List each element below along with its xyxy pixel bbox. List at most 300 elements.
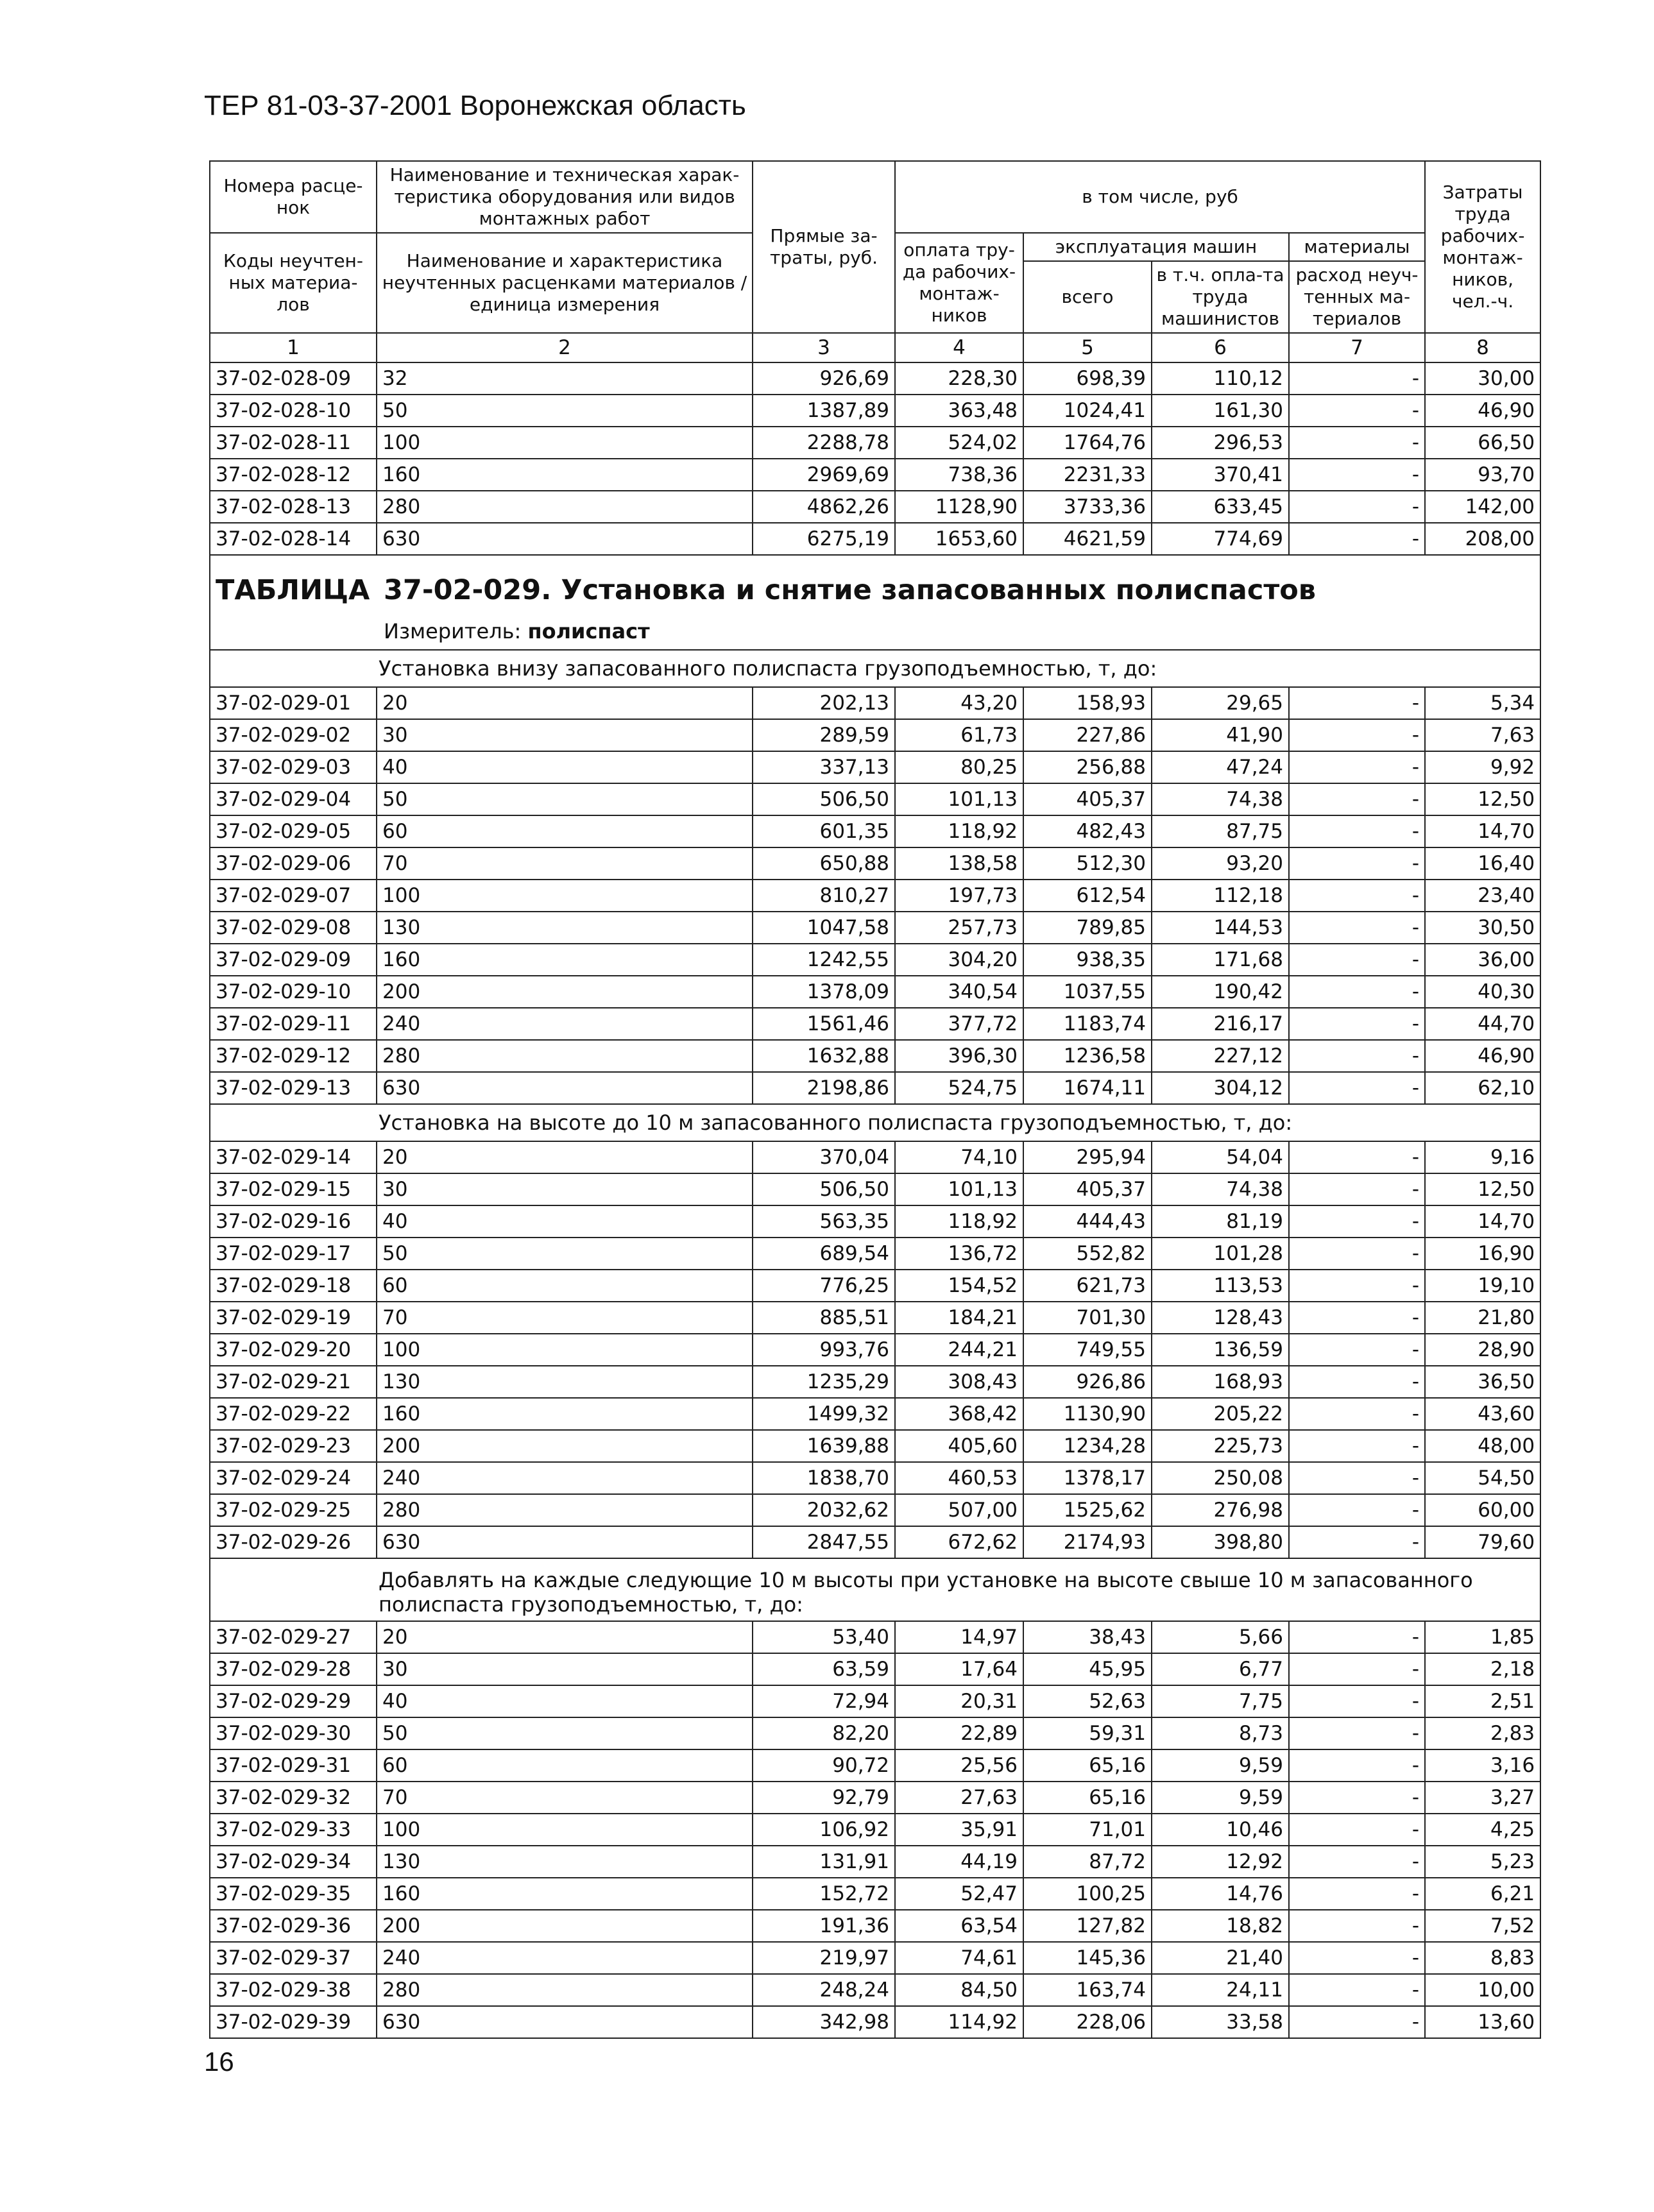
rate-code-cell: 37-02-029-35 bbox=[210, 1878, 377, 1910]
labor-hours-cell: 14,70 bbox=[1425, 815, 1540, 847]
machine-total-cell: 1764,76 bbox=[1023, 427, 1152, 459]
worker-pay-cell: 101,13 bbox=[895, 783, 1023, 815]
machine-total-cell: 405,37 bbox=[1023, 1173, 1152, 1205]
machine-total-cell: 552,82 bbox=[1023, 1238, 1152, 1270]
column-number: 1 bbox=[210, 333, 377, 362]
direct-costs-cell: 248,24 bbox=[753, 1974, 895, 2006]
material-consumption-cell: - bbox=[1289, 1040, 1425, 1072]
labor-hours-cell: 7,52 bbox=[1425, 1910, 1540, 1942]
capacity-cell: 160 bbox=[377, 459, 753, 491]
direct-costs-cell: 106,92 bbox=[753, 1814, 895, 1846]
worker-pay-cell: 84,50 bbox=[895, 1974, 1023, 2006]
rate-code-cell: 37-02-029-36 bbox=[210, 1910, 377, 1942]
machinist-pay-cell: 24,11 bbox=[1152, 1974, 1289, 2006]
direct-costs-cell: 289,59 bbox=[753, 719, 895, 751]
labor-hours-cell: 12,50 bbox=[1425, 1173, 1540, 1205]
machinist-pay-cell: 18,82 bbox=[1152, 1910, 1289, 1942]
worker-pay-cell: 118,92 bbox=[895, 1205, 1023, 1238]
document-title: ТЕР 81-03-37-2001 Воронежская область bbox=[204, 90, 746, 121]
labor-hours-cell: 60,00 bbox=[1425, 1494, 1540, 1526]
material-consumption-cell: - bbox=[1289, 1653, 1425, 1685]
worker-pay-cell: 507,00 bbox=[895, 1494, 1023, 1526]
column-number: 6 bbox=[1152, 333, 1289, 362]
material-consumption-cell: - bbox=[1289, 1334, 1425, 1366]
machine-total-cell: 2174,93 bbox=[1023, 1526, 1152, 1558]
capacity-cell: 160 bbox=[377, 1398, 753, 1430]
labor-hours-cell: 7,63 bbox=[1425, 719, 1540, 751]
table-row bbox=[210, 491, 1540, 523]
capacity-cell: 50 bbox=[377, 1717, 753, 1749]
capacity-cell: 60 bbox=[377, 1270, 753, 1302]
table-row bbox=[210, 847, 1540, 880]
table-row bbox=[210, 1814, 1540, 1846]
material-consumption-cell: - bbox=[1289, 1462, 1425, 1494]
machinist-pay-cell: 190,42 bbox=[1152, 976, 1289, 1008]
worker-pay-cell: 308,43 bbox=[895, 1366, 1023, 1398]
rate-code-cell: 37-02-029-01 bbox=[210, 687, 377, 719]
machine-total-cell: 1024,41 bbox=[1023, 395, 1152, 427]
material-consumption-cell: - bbox=[1289, 1782, 1425, 1814]
machine-total-cell: 256,88 bbox=[1023, 751, 1152, 783]
direct-costs-cell: 90,72 bbox=[753, 1749, 895, 1782]
worker-pay-cell: 738,36 bbox=[895, 459, 1023, 491]
material-consumption-cell: - bbox=[1289, 1141, 1425, 1173]
table-title bbox=[210, 555, 1540, 613]
worker-pay-cell: 197,73 bbox=[895, 880, 1023, 912]
table-row bbox=[210, 815, 1540, 847]
material-consumption-cell: - bbox=[1289, 491, 1425, 523]
table-row bbox=[210, 1430, 1540, 1462]
capacity-cell: 280 bbox=[377, 1494, 753, 1526]
material-consumption-cell: - bbox=[1289, 459, 1425, 491]
worker-pay-cell: 74,10 bbox=[895, 1141, 1023, 1173]
direct-costs-cell: 1838,70 bbox=[753, 1462, 895, 1494]
header-material-consumption: расход неуч-тенных ма-териалов bbox=[1289, 261, 1425, 333]
capacity-cell: 70 bbox=[377, 847, 753, 880]
machine-total-cell: 163,74 bbox=[1023, 1974, 1152, 2006]
direct-costs-cell: 810,27 bbox=[753, 880, 895, 912]
rate-code-cell: 37-02-029-13 bbox=[210, 1072, 377, 1104]
rate-code-cell: 37-02-029-39 bbox=[210, 2006, 377, 2038]
table-row bbox=[210, 1366, 1540, 1398]
capacity-cell: 50 bbox=[377, 1238, 753, 1270]
machine-total-cell: 1674,11 bbox=[1023, 1072, 1152, 1104]
capacity-cell: 280 bbox=[377, 1974, 753, 2006]
header-materials: материалы bbox=[1289, 233, 1425, 261]
machinist-pay-cell: 398,80 bbox=[1152, 1526, 1289, 1558]
capacity-cell: 130 bbox=[377, 912, 753, 944]
machinist-pay-cell: 74,38 bbox=[1152, 1173, 1289, 1205]
machine-total-cell: 87,72 bbox=[1023, 1846, 1152, 1878]
material-consumption-cell: - bbox=[1289, 912, 1425, 944]
capacity-cell: 50 bbox=[377, 783, 753, 815]
table-row bbox=[210, 1878, 1540, 1910]
table-row bbox=[210, 1717, 1540, 1749]
machinist-pay-cell: 370,41 bbox=[1152, 459, 1289, 491]
machine-total-cell: 145,36 bbox=[1023, 1942, 1152, 1974]
capacity-cell: 100 bbox=[377, 1334, 753, 1366]
capacity-cell: 30 bbox=[377, 1173, 753, 1205]
meter-prefix: Измеритель: bbox=[384, 619, 522, 643]
material-consumption-cell: - bbox=[1289, 1072, 1425, 1104]
direct-costs-cell: 72,94 bbox=[753, 1685, 895, 1717]
direct-costs-cell: 601,35 bbox=[753, 815, 895, 847]
capacity-cell: 100 bbox=[377, 1814, 753, 1846]
machine-total-cell: 65,16 bbox=[1023, 1782, 1152, 1814]
capacity-cell: 40 bbox=[377, 1685, 753, 1717]
column-number-row bbox=[210, 333, 1540, 362]
direct-costs-cell: 689,54 bbox=[753, 1238, 895, 1270]
direct-costs-cell: 2847,55 bbox=[753, 1526, 895, 1558]
capacity-cell: 630 bbox=[377, 1072, 753, 1104]
labor-hours-cell: 79,60 bbox=[1425, 1526, 1540, 1558]
capacity-cell: 60 bbox=[377, 815, 753, 847]
machine-total-cell: 127,82 bbox=[1023, 1910, 1152, 1942]
table-row bbox=[210, 1398, 1540, 1430]
machinist-pay-cell: 33,58 bbox=[1152, 2006, 1289, 2038]
rate-code-cell: 37-02-029-02 bbox=[210, 719, 377, 751]
machine-total-cell: 65,16 bbox=[1023, 1749, 1152, 1782]
machinist-pay-cell: 168,93 bbox=[1152, 1366, 1289, 1398]
direct-costs-cell: 370,04 bbox=[753, 1141, 895, 1173]
worker-pay-cell: 43,20 bbox=[895, 687, 1023, 719]
direct-costs-cell: 191,36 bbox=[753, 1910, 895, 1942]
machinist-pay-cell: 8,73 bbox=[1152, 1717, 1289, 1749]
machine-total-cell: 621,73 bbox=[1023, 1270, 1152, 1302]
direct-costs-cell: 63,59 bbox=[753, 1653, 895, 1685]
machinist-pay-cell: 21,40 bbox=[1152, 1942, 1289, 1974]
table-row bbox=[210, 1302, 1540, 1334]
capacity-cell: 630 bbox=[377, 523, 753, 555]
direct-costs-cell: 1242,55 bbox=[753, 944, 895, 976]
rate-code-cell: 37-02-029-19 bbox=[210, 1302, 377, 1334]
rate-code-cell: 37-02-029-06 bbox=[210, 847, 377, 880]
column-number: 8 bbox=[1425, 333, 1540, 362]
rate-code-cell: 37-02-029-10 bbox=[210, 976, 377, 1008]
rate-code-cell: 37-02-029-20 bbox=[210, 1334, 377, 1366]
labor-hours-cell: 28,90 bbox=[1425, 1334, 1540, 1366]
page-number: 16 bbox=[204, 2046, 234, 2077]
column-number: 7 bbox=[1289, 333, 1425, 362]
table-body bbox=[210, 333, 1540, 2038]
machine-total-cell: 405,37 bbox=[1023, 783, 1152, 815]
labor-hours-cell: 142,00 bbox=[1425, 491, 1540, 523]
rate-code-cell: 37-02-029-17 bbox=[210, 1238, 377, 1270]
table-row bbox=[210, 751, 1540, 783]
rate-code-cell: 37-02-028-13 bbox=[210, 491, 377, 523]
machinist-pay-cell: 171,68 bbox=[1152, 944, 1289, 976]
capacity-cell: 240 bbox=[377, 1942, 753, 1974]
worker-pay-cell: 257,73 bbox=[895, 912, 1023, 944]
direct-costs-cell: 1047,58 bbox=[753, 912, 895, 944]
material-consumption-cell: - bbox=[1289, 1621, 1425, 1653]
capacity-cell: 40 bbox=[377, 1205, 753, 1238]
direct-costs-cell: 506,50 bbox=[753, 783, 895, 815]
section-header-row bbox=[210, 650, 1540, 687]
table-row bbox=[210, 1270, 1540, 1302]
machinist-pay-cell: 113,53 bbox=[1152, 1270, 1289, 1302]
direct-costs-cell: 342,98 bbox=[753, 2006, 895, 2038]
labor-hours-cell: 19,10 bbox=[1425, 1270, 1540, 1302]
worker-pay-cell: 44,19 bbox=[895, 1846, 1023, 1878]
machinist-pay-cell: 7,75 bbox=[1152, 1685, 1289, 1717]
direct-costs-cell: 1378,09 bbox=[753, 976, 895, 1008]
capacity-cell: 240 bbox=[377, 1462, 753, 1494]
rate-code-cell: 37-02-028-10 bbox=[210, 395, 377, 427]
table-row bbox=[210, 1653, 1540, 1685]
direct-costs-cell: 563,35 bbox=[753, 1205, 895, 1238]
direct-costs-cell: 2969,69 bbox=[753, 459, 895, 491]
table-row bbox=[210, 1494, 1540, 1526]
capacity-cell: 50 bbox=[377, 395, 753, 427]
table-row bbox=[210, 523, 1540, 555]
capacity-cell: 60 bbox=[377, 1749, 753, 1782]
direct-costs-cell: 1499,32 bbox=[753, 1398, 895, 1430]
capacity-cell: 630 bbox=[377, 1526, 753, 1558]
header-machine-total: всего bbox=[1023, 261, 1152, 333]
table-row bbox=[210, 1008, 1540, 1040]
direct-costs-cell: 2032,62 bbox=[753, 1494, 895, 1526]
labor-hours-cell: 3,16 bbox=[1425, 1749, 1540, 1782]
capacity-cell: 40 bbox=[377, 751, 753, 783]
machine-total-cell: 100,25 bbox=[1023, 1878, 1152, 1910]
table-row bbox=[210, 362, 1540, 395]
worker-pay-cell: 363,48 bbox=[895, 395, 1023, 427]
direct-costs-cell: 1235,29 bbox=[753, 1366, 895, 1398]
labor-hours-cell: 2,18 bbox=[1425, 1653, 1540, 1685]
table-title-text: 37-02-029. Установка и снятие запасованных полиспастов bbox=[384, 574, 1316, 606]
rate-code-cell: 37-02-029-26 bbox=[210, 1526, 377, 1558]
table-row bbox=[210, 1334, 1540, 1366]
material-consumption-cell: - bbox=[1289, 1878, 1425, 1910]
direct-costs-cell: 4862,26 bbox=[753, 491, 895, 523]
worker-pay-cell: 228,30 bbox=[895, 362, 1023, 395]
material-consumption-cell: - bbox=[1289, 1974, 1425, 2006]
rate-code-cell: 37-02-029-37 bbox=[210, 1942, 377, 1974]
table-row bbox=[210, 719, 1540, 751]
rate-code-cell: 37-02-029-29 bbox=[210, 1685, 377, 1717]
rate-code-cell: 37-02-029-18 bbox=[210, 1270, 377, 1302]
labor-hours-cell: 30,00 bbox=[1425, 362, 1540, 395]
machinist-pay-cell: 128,43 bbox=[1152, 1302, 1289, 1334]
material-consumption-cell: - bbox=[1289, 880, 1425, 912]
section-title: Установка на высоте до 10 м запасованного полиспаста грузоподъемностью, т, до: bbox=[210, 1104, 1540, 1141]
labor-hours-cell: 14,70 bbox=[1425, 1205, 1540, 1238]
labor-hours-cell: 5,34 bbox=[1425, 687, 1540, 719]
table-row bbox=[210, 1974, 1540, 2006]
header-worker-pay: оплата тру-да рабочих-монтаж-ников bbox=[895, 233, 1023, 333]
worker-pay-cell: 14,97 bbox=[895, 1621, 1023, 1653]
machinist-pay-cell: 12,92 bbox=[1152, 1846, 1289, 1878]
labor-hours-cell: 44,70 bbox=[1425, 1008, 1540, 1040]
machine-total-cell: 749,55 bbox=[1023, 1334, 1152, 1366]
rate-code-cell: 37-02-029-25 bbox=[210, 1494, 377, 1526]
machinist-pay-cell: 74,38 bbox=[1152, 783, 1289, 815]
worker-pay-cell: 244,21 bbox=[895, 1334, 1023, 1366]
worker-pay-cell: 118,92 bbox=[895, 815, 1023, 847]
table-row bbox=[210, 880, 1540, 912]
capacity-cell: 240 bbox=[377, 1008, 753, 1040]
table-row bbox=[210, 944, 1540, 976]
material-consumption-cell: - bbox=[1289, 1494, 1425, 1526]
machine-total-cell: 701,30 bbox=[1023, 1302, 1152, 1334]
labor-hours-cell: 5,23 bbox=[1425, 1846, 1540, 1878]
table-row bbox=[210, 1782, 1540, 1814]
capacity-cell: 630 bbox=[377, 2006, 753, 2038]
direct-costs-cell: 2288,78 bbox=[753, 427, 895, 459]
capacity-cell: 280 bbox=[377, 491, 753, 523]
material-consumption-cell: - bbox=[1289, 1366, 1425, 1398]
machinist-pay-cell: 10,46 bbox=[1152, 1814, 1289, 1846]
machine-total-cell: 71,01 bbox=[1023, 1814, 1152, 1846]
table-row bbox=[210, 912, 1540, 944]
labor-hours-cell: 1,85 bbox=[1425, 1621, 1540, 1653]
material-consumption-cell: - bbox=[1289, 687, 1425, 719]
direct-costs-cell: 1632,88 bbox=[753, 1040, 895, 1072]
direct-costs-cell: 82,20 bbox=[753, 1717, 895, 1749]
material-consumption-cell: - bbox=[1289, 362, 1425, 395]
capacity-cell: 100 bbox=[377, 880, 753, 912]
capacity-cell: 100 bbox=[377, 427, 753, 459]
material-consumption-cell: - bbox=[1289, 1685, 1425, 1717]
machinist-pay-cell: 81,19 bbox=[1152, 1205, 1289, 1238]
labor-hours-cell: 13,60 bbox=[1425, 2006, 1540, 2038]
labor-hours-cell: 208,00 bbox=[1425, 523, 1540, 555]
material-consumption-cell: - bbox=[1289, 1814, 1425, 1846]
labor-hours-cell: 2,51 bbox=[1425, 1685, 1540, 1717]
capacity-cell: 200 bbox=[377, 1910, 753, 1942]
machinist-pay-cell: 6,77 bbox=[1152, 1653, 1289, 1685]
worker-pay-cell: 101,13 bbox=[895, 1173, 1023, 1205]
table-label: ТАБЛИЦА bbox=[216, 574, 370, 606]
material-consumption-cell: - bbox=[1289, 1910, 1425, 1942]
machinist-pay-cell: 205,22 bbox=[1152, 1398, 1289, 1430]
table-row bbox=[210, 1040, 1540, 1072]
capacity-cell: 130 bbox=[377, 1366, 753, 1398]
table-row bbox=[210, 1526, 1540, 1558]
table-row bbox=[210, 395, 1540, 427]
worker-pay-cell: 27,63 bbox=[895, 1782, 1023, 1814]
rate-code-cell: 37-02-029-28 bbox=[210, 1653, 377, 1685]
rate-code-cell: 37-02-029-33 bbox=[210, 1814, 377, 1846]
machine-total-cell: 1234,28 bbox=[1023, 1430, 1152, 1462]
rate-code-cell: 37-02-029-12 bbox=[210, 1040, 377, 1072]
direct-costs-cell: 1561,46 bbox=[753, 1008, 895, 1040]
column-number: 5 bbox=[1023, 333, 1152, 362]
direct-costs-cell: 6275,19 bbox=[753, 523, 895, 555]
table-row bbox=[210, 1846, 1540, 1878]
labor-hours-cell: 2,83 bbox=[1425, 1717, 1540, 1749]
machine-total-cell: 926,86 bbox=[1023, 1366, 1152, 1398]
machinist-pay-cell: 5,66 bbox=[1152, 1621, 1289, 1653]
rate-code-cell: 37-02-029-08 bbox=[210, 912, 377, 944]
labor-hours-cell: 36,50 bbox=[1425, 1366, 1540, 1398]
table-row bbox=[210, 1685, 1540, 1717]
table-row bbox=[210, 1942, 1540, 1974]
material-consumption-cell: - bbox=[1289, 1717, 1425, 1749]
table-row bbox=[210, 1141, 1540, 1173]
machinist-pay-cell: 633,45 bbox=[1152, 491, 1289, 523]
rate-code-cell: 37-02-029-34 bbox=[210, 1846, 377, 1878]
direct-costs-cell: 885,51 bbox=[753, 1302, 895, 1334]
worker-pay-cell: 20,31 bbox=[895, 1685, 1023, 1717]
machinist-pay-cell: 276,98 bbox=[1152, 1494, 1289, 1526]
direct-costs-cell: 993,76 bbox=[753, 1334, 895, 1366]
table-row bbox=[210, 2006, 1540, 2038]
rate-code-cell: 37-02-028-11 bbox=[210, 427, 377, 459]
direct-costs-cell: 506,50 bbox=[753, 1173, 895, 1205]
material-consumption-cell: - bbox=[1289, 2006, 1425, 2038]
capacity-cell: 32 bbox=[377, 362, 753, 395]
material-consumption-cell: - bbox=[1289, 719, 1425, 751]
direct-costs-cell: 131,91 bbox=[753, 1846, 895, 1878]
machine-total-cell: 938,35 bbox=[1023, 944, 1152, 976]
header-machinist-pay: в т.ч. опла-та труда машинистов bbox=[1152, 261, 1289, 333]
machinist-pay-cell: 29,65 bbox=[1152, 687, 1289, 719]
machinist-pay-cell: 14,76 bbox=[1152, 1878, 1289, 1910]
header-material-codes: Коды неучтен-ных материа-лов bbox=[210, 233, 377, 333]
price-table bbox=[209, 160, 1541, 2039]
worker-pay-cell: 114,92 bbox=[895, 2006, 1023, 2038]
machinist-pay-cell: 144,53 bbox=[1152, 912, 1289, 944]
worker-pay-cell: 136,72 bbox=[895, 1238, 1023, 1270]
direct-costs-cell: 152,72 bbox=[753, 1878, 895, 1910]
worker-pay-cell: 35,91 bbox=[895, 1814, 1023, 1846]
table-row bbox=[210, 783, 1540, 815]
capacity-cell: 160 bbox=[377, 944, 753, 976]
labor-hours-cell: 3,27 bbox=[1425, 1782, 1540, 1814]
rate-code-cell: 37-02-029-27 bbox=[210, 1621, 377, 1653]
worker-pay-cell: 25,56 bbox=[895, 1749, 1023, 1782]
machinist-pay-cell: 9,59 bbox=[1152, 1782, 1289, 1814]
capacity-cell: 200 bbox=[377, 976, 753, 1008]
header-work-name: Наименование и техническая харак-теристика оборудования или видов монтажных работ bbox=[377, 161, 753, 233]
machinist-pay-cell: 112,18 bbox=[1152, 880, 1289, 912]
worker-pay-cell: 396,30 bbox=[895, 1040, 1023, 1072]
direct-costs-cell: 926,69 bbox=[753, 362, 895, 395]
material-consumption-cell: - bbox=[1289, 1749, 1425, 1782]
worker-pay-cell: 154,52 bbox=[895, 1270, 1023, 1302]
header-material-name: Наименование и характеристика неучтенных расценками материалов / единица измерения bbox=[377, 233, 753, 333]
machinist-pay-cell: 161,30 bbox=[1152, 395, 1289, 427]
machine-total-cell: 45,95 bbox=[1023, 1653, 1152, 1685]
table-meter-row bbox=[210, 613, 1540, 650]
column-number: 2 bbox=[377, 333, 753, 362]
machine-total-cell: 1037,55 bbox=[1023, 976, 1152, 1008]
machine-total-cell: 482,43 bbox=[1023, 815, 1152, 847]
labor-hours-cell: 8,83 bbox=[1425, 1942, 1540, 1974]
direct-costs-cell: 202,13 bbox=[753, 687, 895, 719]
direct-costs-cell: 2198,86 bbox=[753, 1072, 895, 1104]
table-row bbox=[210, 1173, 1540, 1205]
material-consumption-cell: - bbox=[1289, 1526, 1425, 1558]
labor-hours-cell: 10,00 bbox=[1425, 1974, 1540, 2006]
machinist-pay-cell: 87,75 bbox=[1152, 815, 1289, 847]
labor-hours-cell: 12,50 bbox=[1425, 783, 1540, 815]
machinist-pay-cell: 227,12 bbox=[1152, 1040, 1289, 1072]
machine-total-cell: 1378,17 bbox=[1023, 1462, 1152, 1494]
rate-code-cell: 37-02-029-15 bbox=[210, 1173, 377, 1205]
direct-costs-cell: 1639,88 bbox=[753, 1430, 895, 1462]
worker-pay-cell: 368,42 bbox=[895, 1398, 1023, 1430]
capacity-cell: 200 bbox=[377, 1430, 753, 1462]
rate-code-cell: 37-02-029-30 bbox=[210, 1717, 377, 1749]
material-consumption-cell: - bbox=[1289, 1302, 1425, 1334]
worker-pay-cell: 304,20 bbox=[895, 944, 1023, 976]
column-number: 4 bbox=[895, 333, 1023, 362]
machine-total-cell: 444,43 bbox=[1023, 1205, 1152, 1238]
rate-code-cell: 37-02-029-14 bbox=[210, 1141, 377, 1173]
